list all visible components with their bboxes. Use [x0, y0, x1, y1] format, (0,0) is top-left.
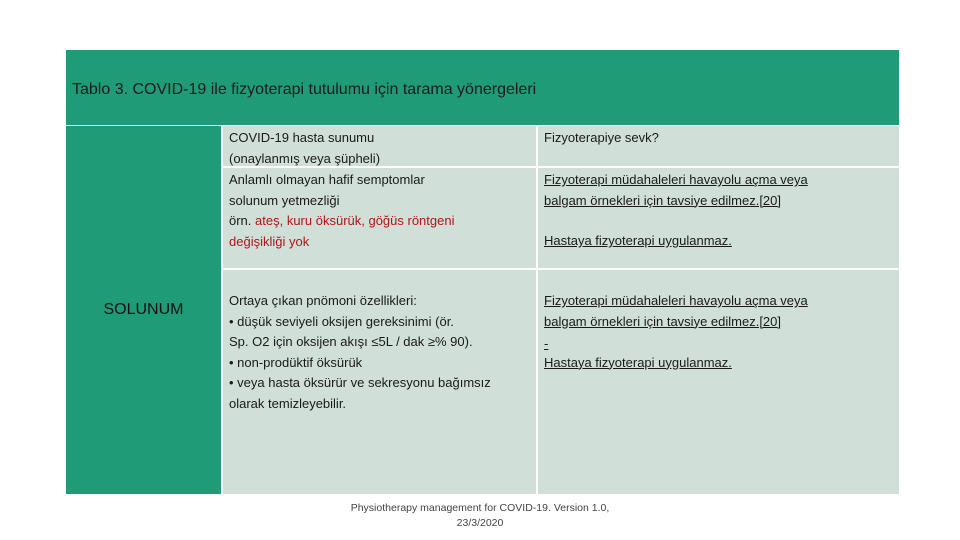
- footer-line: 23/3/2020: [456, 517, 504, 529]
- presentation-header-cell: [223, 126, 536, 166]
- recommendation-link-line[interactable]: balgam örnekleri için tavsiye edilmez.[20]: [544, 192, 781, 208]
- recommendation-link-line[interactable]: Fizyoterapi müdahaleleri havayolu açma veya: [544, 293, 808, 308]
- text-line: COVID-19 hasta sunumu: [229, 130, 375, 145]
- text-line: (onaylanmış veya şüpheli): [229, 150, 381, 166]
- no-physio-link[interactable]: Hastaya fizyoterapi uygulanmaz.: [544, 354, 732, 370]
- recommendation-link-line[interactable]: Fizyoterapi müdahaleleri havayolu açma veya: [544, 172, 808, 187]
- text-line: Fizyoterapiye sevk?: [544, 130, 659, 145]
- pneumonia-recommendation-cell: [538, 270, 899, 494]
- recommendation-link-line[interactable]: balgam örnekleri için tavsiye edilmez.[20]: [544, 313, 781, 329]
- text-line: olarak temizleyebilir.: [229, 395, 347, 411]
- text-line: Anlamlı olmayan hafif semptomlar: [229, 172, 425, 187]
- dash-mark: -: [544, 336, 549, 351]
- example-highlight: ateş, kuru öksürük, göğüs röntgeni: [255, 213, 455, 228]
- example-line: [229, 211, 530, 232]
- text-line: solunum yetmezliği: [229, 192, 340, 208]
- table-title: Tablo 3. COVID-19 ile fizyoterapi tutulumu için tarama yönergeleri: [72, 80, 537, 98]
- text-line: • non-prodüktif öksürük: [229, 354, 363, 370]
- spacer: [544, 211, 893, 231]
- table-title-bar: [66, 50, 899, 125]
- category-label: SOLUNUM: [103, 301, 184, 318]
- spacer: [544, 332, 893, 353]
- mild-recommendation-cell: [538, 168, 899, 268]
- footer-citation: [330, 501, 630, 531]
- pneumonia-features-cell: [223, 270, 536, 494]
- text-line: • veya hasta öksürür ve sekresyonu bağımsız: [229, 375, 491, 390]
- text-line: Sp. O2 için oksijen akışı ≤5L / dak ≥% 90).: [229, 334, 473, 349]
- example-highlight-cont: değişikliği yok: [229, 233, 310, 249]
- no-physio-link[interactable]: Hastaya fizyoterapi uygulanmaz.: [544, 233, 732, 248]
- text-line: Ortaya çıkan pnömoni özellikleri:: [229, 293, 417, 308]
- example-prefix: örn.: [229, 213, 252, 228]
- mild-symptoms-cell: [223, 168, 536, 268]
- footer-line: Physiotherapy management for COVID-19. Version 1.0,: [350, 502, 610, 514]
- referral-header-cell: [538, 126, 899, 166]
- text-line: • düşük seviyeli oksijen gereksinimi (ör.: [229, 313, 454, 329]
- category-cell: [66, 126, 221, 494]
